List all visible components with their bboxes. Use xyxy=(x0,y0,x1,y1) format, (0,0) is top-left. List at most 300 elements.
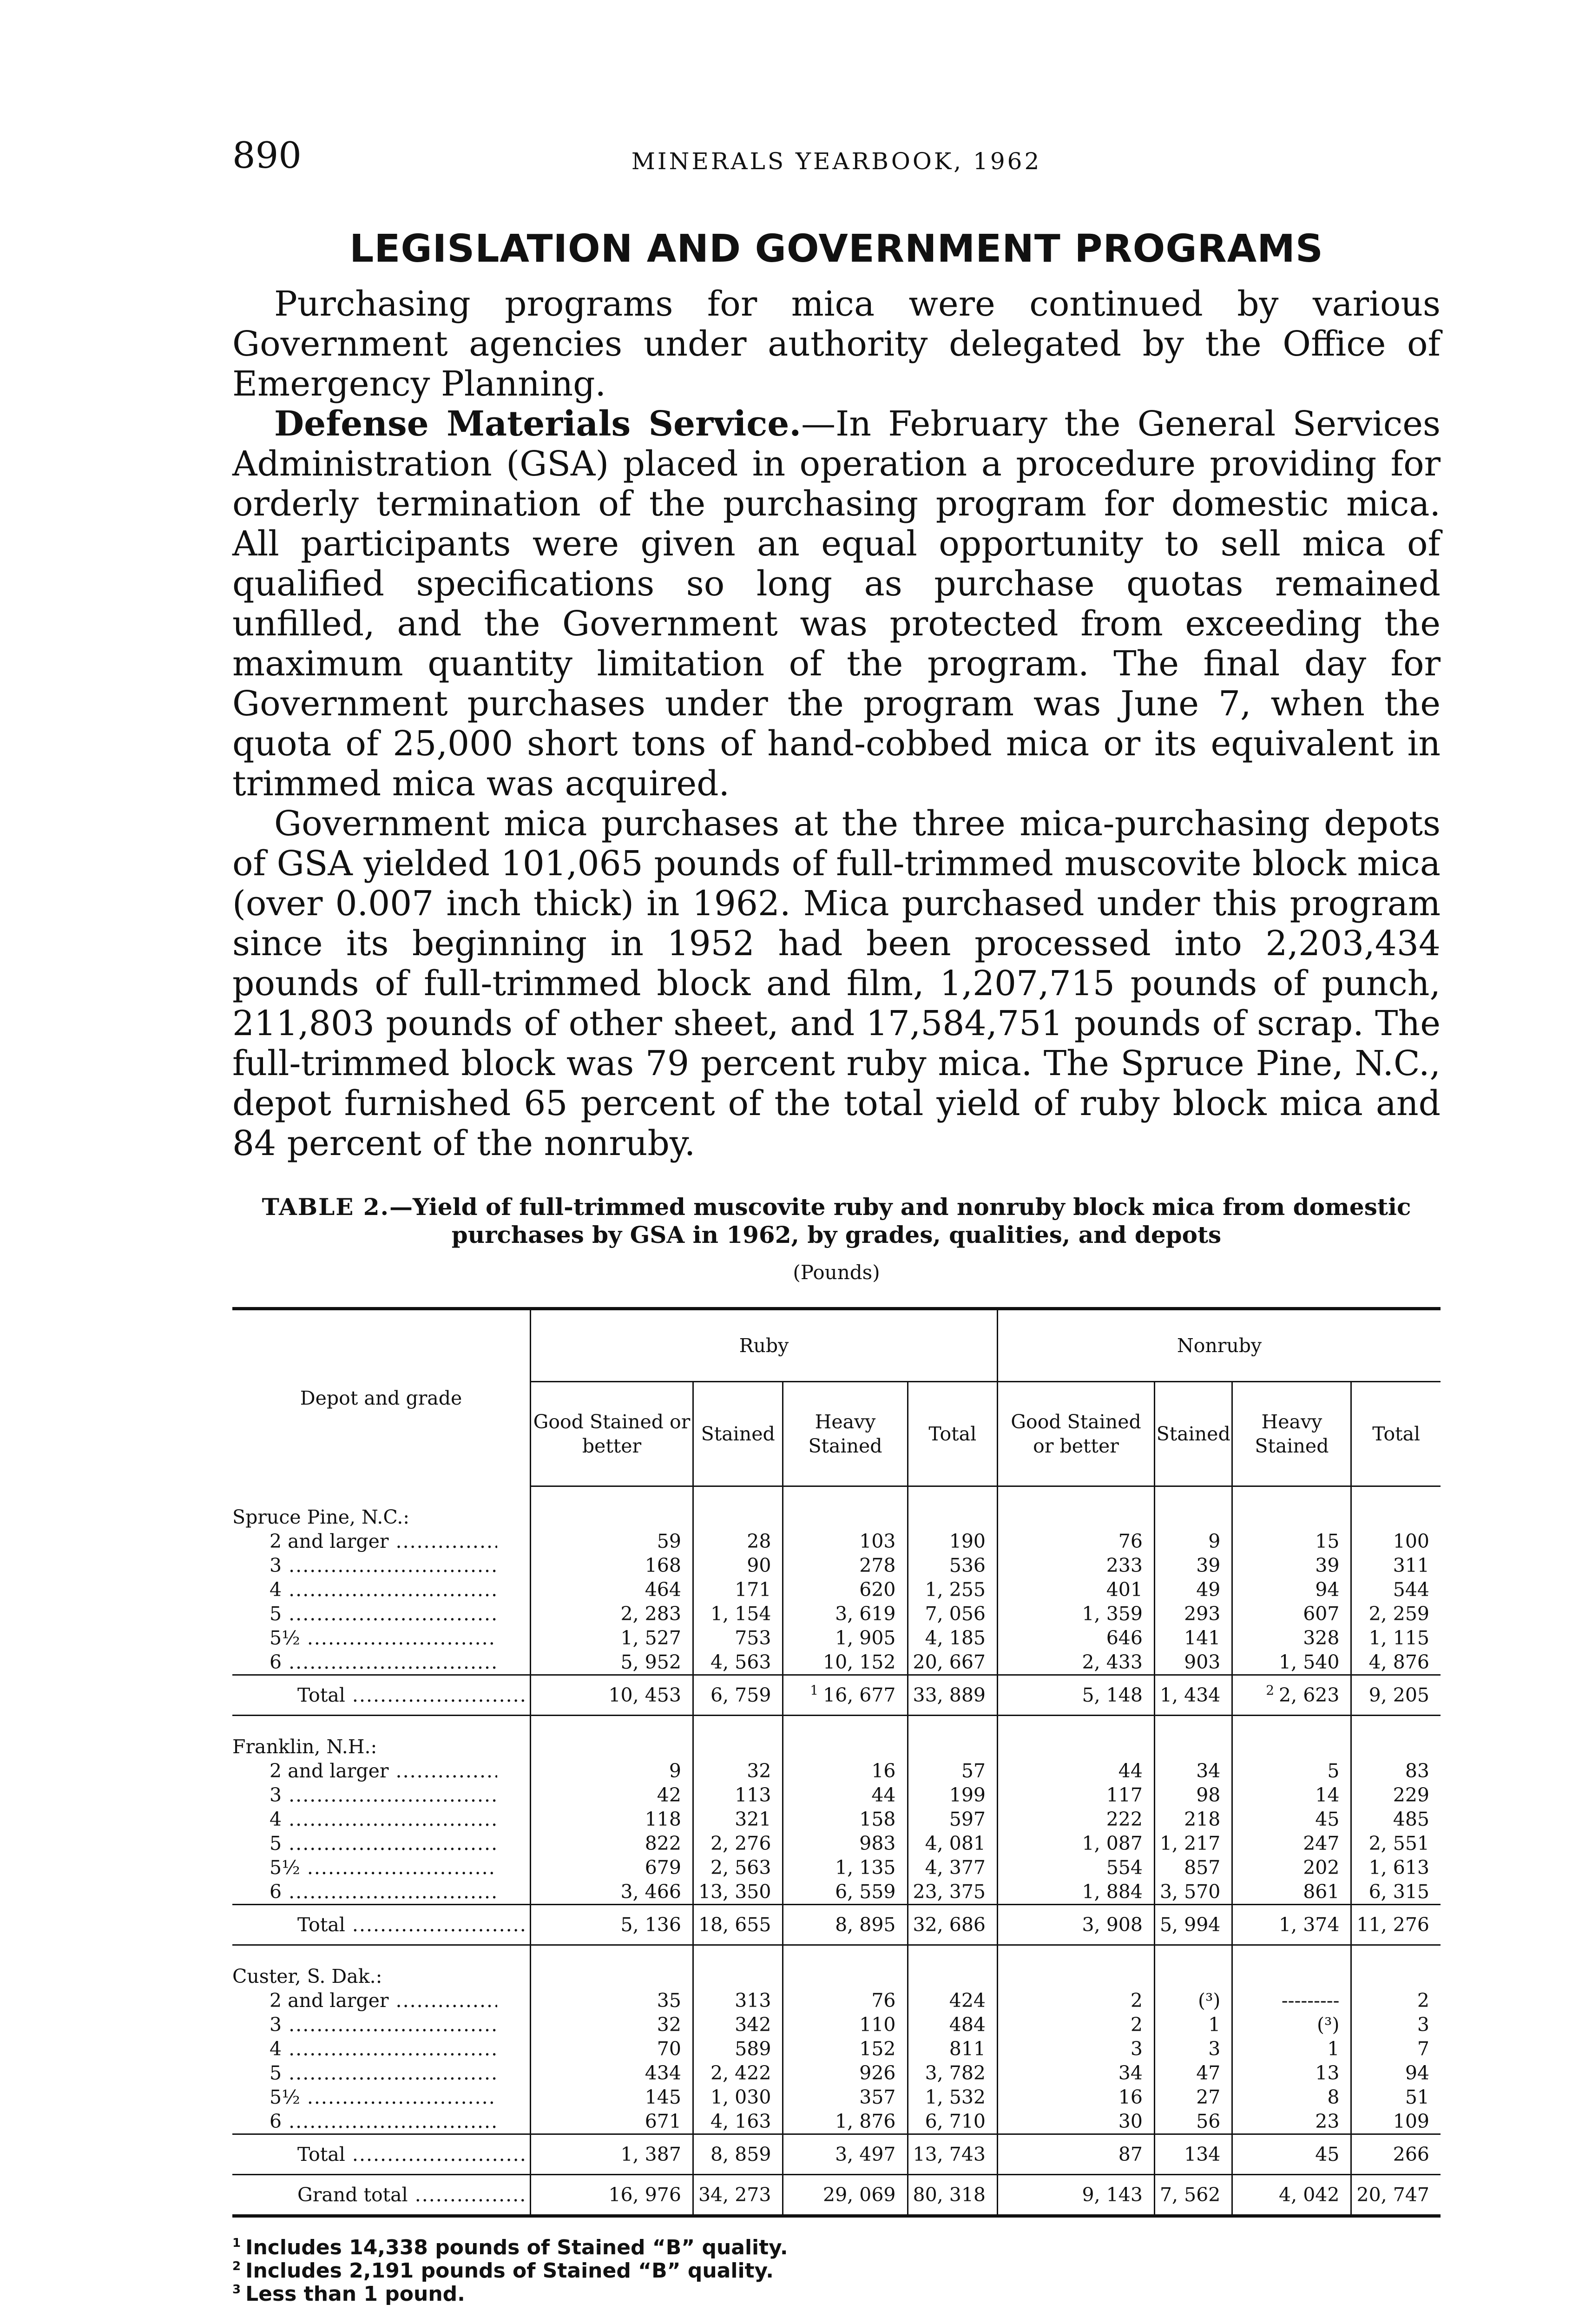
total-value: 1, 387 xyxy=(620,2143,681,2166)
value-cell: 9 xyxy=(531,1759,693,1783)
grade-label xyxy=(232,2061,531,2085)
col-header-ruby-total: Total xyxy=(908,1382,998,1486)
footnote-mark: 3 xyxy=(232,2282,241,2297)
value-cell: 1, 087 xyxy=(998,1831,1155,1855)
value-cell: 1, 876 xyxy=(783,2109,908,2134)
page-number: 890 xyxy=(232,135,302,177)
value-cell: 158 xyxy=(783,1807,908,1831)
value-cell: 218 xyxy=(1154,1807,1232,1831)
grade-text: 6 ..... xyxy=(270,2109,497,2133)
value-cell: 44 xyxy=(998,1759,1155,1783)
value-cell: (³) xyxy=(1154,1988,1232,2013)
value-cell: 589 xyxy=(693,2037,783,2061)
value-cell: 4, 163 xyxy=(693,2109,783,2134)
depot-name: Custer, S. Dak.: xyxy=(232,1945,531,1988)
value-cell: 679 xyxy=(531,1855,693,1880)
value-cell: 926 xyxy=(783,2061,908,2085)
grade-text: 5½ ..... xyxy=(270,1626,497,1650)
total-cell xyxy=(908,1675,998,1715)
footnote-text: Includes 14,338 pounds of Stained “B” quality. xyxy=(245,2235,788,2259)
total-cell xyxy=(783,2134,908,2174)
table-row xyxy=(232,1988,1441,2013)
table-row xyxy=(232,1807,1441,1831)
table-row xyxy=(232,1831,1441,1855)
total-cell xyxy=(998,1904,1155,1945)
grade-label xyxy=(232,2109,531,2134)
value-cell: 6, 559 xyxy=(783,1880,908,1905)
value-cell: 44 xyxy=(783,1783,908,1807)
grade-label xyxy=(232,1529,531,1553)
value-cell: 34 xyxy=(998,2061,1155,2085)
grade-label xyxy=(232,1602,531,1626)
total-cell xyxy=(1232,1675,1351,1715)
value-cell: 70 xyxy=(531,2037,693,2061)
value-cell: 2, 563 xyxy=(693,1855,783,1880)
value-cell: 2, 422 xyxy=(693,2061,783,2085)
value-cell: 145 xyxy=(531,2085,693,2109)
stub-header: Depot and grade xyxy=(232,1309,531,1486)
total-label xyxy=(232,1904,531,1945)
value-cell: 1, 255 xyxy=(908,1578,998,1602)
value-cell: 1, 030 xyxy=(693,2085,783,2109)
value-cell: 10, 152 xyxy=(783,1650,908,1675)
table-row xyxy=(232,1759,1441,1783)
mica-yield-table xyxy=(232,1307,1441,2218)
total-value: 87 xyxy=(1118,2143,1143,2166)
grade-label xyxy=(232,1553,531,1578)
total-label xyxy=(232,1675,531,1715)
grade-text: 4 ..... xyxy=(270,1807,497,1831)
total-value: 11, 276 xyxy=(1356,1913,1429,1936)
value-cell: 554 xyxy=(998,1855,1155,1880)
value-cell: 861 xyxy=(1232,1880,1351,1905)
value-cell: 2 xyxy=(998,1988,1155,2013)
value-cell: 30 xyxy=(998,2109,1155,2134)
grand-total-cell: 9, 143 xyxy=(998,2174,1155,2216)
value-cell: 233 xyxy=(998,1553,1155,1578)
value-cell: 118 xyxy=(531,1807,693,1831)
value-cell: 2, 283 xyxy=(531,1602,693,1626)
total-cell xyxy=(693,2134,783,2174)
value-cell: 278 xyxy=(783,1553,908,1578)
empty-cell xyxy=(908,1486,998,1529)
grade-text: 4 ..... xyxy=(270,1578,497,1602)
group-header-nonruby: Nonruby xyxy=(998,1309,1441,1382)
value-cell: 3, 466 xyxy=(531,1880,693,1905)
grand-total-cell: 29, 069 xyxy=(783,2174,908,2216)
grade-label xyxy=(232,1855,531,1880)
paragraph-2 xyxy=(232,404,1441,804)
value-cell: 2, 259 xyxy=(1368,1602,1429,1625)
total-cell xyxy=(783,1675,908,1715)
footnote-text: Less than 1 pound. xyxy=(245,2282,465,2306)
grade-label xyxy=(232,1783,531,1807)
col-header-nonruby-total: Total xyxy=(1351,1382,1441,1486)
grade-text: 2 and larger ..... xyxy=(270,1759,497,1783)
value-cell: 8 xyxy=(1232,2085,1351,2109)
total-value: 3, 497 xyxy=(835,2143,896,2166)
body-text xyxy=(232,284,1441,1163)
total-cell xyxy=(783,1904,908,1945)
value-cell: 171 xyxy=(693,1578,783,1602)
value-cell: 13 xyxy=(1232,2061,1351,2085)
empty-cell xyxy=(1351,1945,1441,1988)
footnote-text: Includes 2,191 pounds of Stained “B” quality. xyxy=(245,2258,774,2283)
col-header-ruby-good: Good Stained or better xyxy=(531,1382,693,1486)
footnote-ref: 1 xyxy=(810,1682,819,1698)
value-cell: 536 xyxy=(908,1553,998,1578)
empty-cell xyxy=(783,1945,908,1988)
running-head xyxy=(232,135,1441,186)
value-cell: 342 xyxy=(693,2013,783,2037)
total-value: 1, 374 xyxy=(1279,1913,1340,1936)
table-label: TABLE 2. xyxy=(262,1193,389,1221)
value-cell: 434 xyxy=(531,2061,693,2085)
col-header-ruby-heavy: Heavy Stained xyxy=(783,1382,908,1486)
grand-total-row xyxy=(232,2174,1441,2216)
grade-label xyxy=(232,2013,531,2037)
empty-cell xyxy=(998,1715,1155,1759)
empty-cell xyxy=(783,1715,908,1759)
value-cell: 903 xyxy=(1154,1650,1232,1675)
total-value: 2, 623 xyxy=(1279,1684,1340,1706)
empty-cell xyxy=(1351,1715,1441,1759)
grade-text: 5 ..... xyxy=(270,2061,497,2085)
grade-text: 6 ..... xyxy=(270,1880,497,1904)
value-cell: 2, 551 xyxy=(1368,1832,1429,1855)
value-cell: 229 xyxy=(1393,1783,1429,1806)
grade-label xyxy=(232,1880,531,1905)
value-cell: 110 xyxy=(783,2013,908,2037)
value-cell: 15 xyxy=(1232,1529,1351,1553)
value-cell: 16 xyxy=(998,2085,1155,2109)
value-cell: 544 xyxy=(1393,1578,1429,1601)
value-cell: 16 xyxy=(783,1759,908,1783)
total-text: Total ..... xyxy=(297,1683,525,1707)
footnotes xyxy=(232,2236,1441,2306)
empty-cell xyxy=(908,1945,998,1988)
value-cell: 1, 905 xyxy=(783,1626,908,1650)
value-cell: 1, 540 xyxy=(1232,1650,1351,1675)
value-cell: 983 xyxy=(783,1831,908,1855)
value-cell: 47 xyxy=(1154,2061,1232,2085)
empty-cell xyxy=(693,1715,783,1759)
value-cell: 1, 115 xyxy=(1368,1626,1429,1649)
footnote-mark: 2 xyxy=(232,2259,241,2273)
total-value: 45 xyxy=(1315,2143,1340,2166)
grade-label xyxy=(232,1759,531,1783)
grade-text: 5 ..... xyxy=(270,1602,497,1626)
grade-label xyxy=(232,1650,531,1675)
value-cell: 321 xyxy=(693,1807,783,1831)
value-cell: 51 xyxy=(1405,2086,1429,2108)
total-value: 1, 434 xyxy=(1159,1684,1221,1706)
footnote xyxy=(232,2283,1441,2306)
total-value: 16, 677 xyxy=(823,1684,896,1706)
empty-cell xyxy=(531,1715,693,1759)
total-cell xyxy=(1351,1675,1441,1715)
paragraph-2-text: —In February the General Services Administration (GSA) placed in operation a procedure providing for orderly termination of the purchasing program for domestic mica. All participants were given an equal opportunity to sell mica of qualified specifications so long as purchase quotas remained unfilled, and the Government was protected from exceeding the maximum quantity limitation of the program. The final day for Government purchases under the program was June 7, when the quota of 25,000 short tons of hand-cobbed mica or its equivalent in trimmed mica was acquired. xyxy=(232,404,1441,804)
table-row xyxy=(232,1626,1441,1650)
grade-text: 5 ..... xyxy=(270,1831,497,1855)
table-row xyxy=(232,2061,1441,2085)
value-cell: 313 xyxy=(693,1988,783,2013)
value-cell: 103 xyxy=(783,1529,908,1553)
footnote-ref: 2 xyxy=(1266,1682,1275,1698)
depot-row xyxy=(232,1486,1441,1529)
value-cell: 4, 563 xyxy=(693,1650,783,1675)
value-cell: 9 xyxy=(1154,1529,1232,1553)
total-cell xyxy=(908,1904,998,1945)
col-header-ruby-stained: Stained xyxy=(693,1382,783,1486)
grade-text: 2 and larger ..... xyxy=(270,1988,497,2013)
total-value: 134 xyxy=(1184,2143,1221,2166)
total-value: 8, 859 xyxy=(710,2143,771,2166)
value-cell: 57 xyxy=(908,1759,998,1783)
value-cell: 464 xyxy=(531,1578,693,1602)
value-cell: 28 xyxy=(693,1529,783,1553)
value-cell: 117 xyxy=(998,1783,1155,1807)
value-cell: 76 xyxy=(998,1529,1155,1553)
value-cell: 20, 667 xyxy=(908,1650,998,1675)
value-cell: 2 xyxy=(998,2013,1155,2037)
table-row xyxy=(232,2109,1441,2134)
value-cell: 4, 185 xyxy=(908,1626,998,1650)
value-cell: 4, 377 xyxy=(908,1855,998,1880)
value-cell: 39 xyxy=(1232,1553,1351,1578)
value-cell: 247 xyxy=(1232,1831,1351,1855)
paragraph-3: Government mica purchases at the three mica-purchasing depots of GSA yielded 101,065 pounds of full-trimmed muscovite block mica (over 0.007 inch thick) in 1962. Mica purchased under this program since its beginning in 1952 had been processed into 2,203,434 pounds of full-trimmed block and film, 1,207,715 pounds of punch, 211,803 pounds of other sheet, and 17,584,751 pounds of scrap. The full-trimmed block was 79 percent ruby mica. The Spruce Pine, N.C., depot furnished 65 percent of the total yield of ruby block mica and 84 percent of the nonruby. xyxy=(232,804,1441,1163)
grand-total-cell: 20, 747 xyxy=(1351,2174,1441,2216)
grade-label xyxy=(232,1626,531,1650)
grade-text: 2 and larger ..... xyxy=(270,1529,497,1553)
total-value: 5, 994 xyxy=(1159,1913,1221,1936)
value-cell: 3, 782 xyxy=(908,2061,998,2085)
total-cell xyxy=(1351,2134,1441,2174)
value-cell: 13, 350 xyxy=(693,1880,783,1905)
total-text: Total ..... xyxy=(297,1913,525,1937)
empty-cell xyxy=(1232,1486,1351,1529)
value-cell: 7, 056 xyxy=(908,1602,998,1626)
value-cell: 6, 710 xyxy=(908,2109,998,2134)
footnote-mark: 1 xyxy=(232,2236,241,2250)
paragraph-1: Purchasing programs for mica were continued by various Government agencies under authority delegated by the Office of Emergency Planning. xyxy=(232,284,1441,404)
value-cell: 822 xyxy=(531,1831,693,1855)
grade-label xyxy=(232,1578,531,1602)
empty-cell xyxy=(531,1486,693,1529)
table-units: (Pounds) xyxy=(793,1261,880,1284)
value-cell: 34 xyxy=(1154,1759,1232,1783)
total-cell xyxy=(1154,1675,1232,1715)
value-cell: 39 xyxy=(1154,1553,1232,1578)
grade-label xyxy=(232,1988,531,2013)
value-cell: 1 xyxy=(1154,2013,1232,2037)
table-row xyxy=(232,1553,1441,1578)
value-cell: 2, 433 xyxy=(998,1650,1155,1675)
value-cell: 1, 884 xyxy=(998,1880,1155,1905)
grade-label xyxy=(232,1807,531,1831)
depot-row xyxy=(232,1715,1441,1759)
value-cell: 59 xyxy=(531,1529,693,1553)
footnote xyxy=(232,2259,1441,2283)
grand-total-label xyxy=(232,2174,531,2216)
total-cell xyxy=(1154,1904,1232,1945)
total-cell xyxy=(908,2134,998,2174)
value-cell: 109 xyxy=(1393,2110,1429,2133)
total-cell xyxy=(998,2134,1155,2174)
total-value: 18, 655 xyxy=(698,1913,771,1936)
value-cell: 190 xyxy=(908,1529,998,1553)
grade-label xyxy=(232,2085,531,2109)
total-cell xyxy=(531,1675,693,1715)
empty-cell xyxy=(1351,1486,1441,1529)
empty-cell xyxy=(998,1945,1155,1988)
value-cell: 1 xyxy=(1232,2037,1351,2061)
empty-cell xyxy=(908,1715,998,1759)
col-header-nonruby-good: Good Stained or better xyxy=(998,1382,1155,1486)
total-cell xyxy=(693,1904,783,1945)
value-cell: 293 xyxy=(1154,1602,1232,1626)
value-cell: 1, 359 xyxy=(998,1602,1155,1626)
total-cell xyxy=(531,1904,693,1945)
total-cell xyxy=(531,2134,693,2174)
value-cell: 45 xyxy=(1232,1807,1351,1831)
value-cell: 311 xyxy=(1393,1554,1429,1577)
depot-name: Spruce Pine, N.C.: xyxy=(232,1486,531,1529)
grade-text: 6 ..... xyxy=(270,1650,497,1674)
value-cell: 98 xyxy=(1154,1783,1232,1807)
grade-text: 4 ..... xyxy=(270,2037,497,2061)
table-body xyxy=(232,1486,1441,2216)
footnote xyxy=(232,2236,1441,2259)
value-cell: 49 xyxy=(1154,1578,1232,1602)
value-cell: 3 xyxy=(998,2037,1155,2061)
empty-cell xyxy=(1154,1486,1232,1529)
value-cell: 3, 619 xyxy=(783,1602,908,1626)
grade-label xyxy=(232,1831,531,1855)
section-heading: LEGISLATION AND GOVERNMENT PROGRAMS xyxy=(349,227,1323,271)
table-row xyxy=(232,1529,1441,1553)
grade-text: 3 ..... xyxy=(270,1553,497,1578)
value-cell: 32 xyxy=(693,1759,783,1783)
value-cell: 2 xyxy=(1417,1989,1429,2012)
total-value: 6, 759 xyxy=(710,1684,771,1706)
value-cell: 401 xyxy=(998,1578,1155,1602)
value-cell: 222 xyxy=(998,1807,1155,1831)
total-value: 5, 148 xyxy=(1082,1684,1143,1706)
value-cell: 141 xyxy=(1154,1626,1232,1650)
col-header-nonruby-stained: Stained xyxy=(1154,1382,1232,1486)
value-cell: 56 xyxy=(1154,2109,1232,2134)
empty-cell xyxy=(693,1486,783,1529)
value-cell: 42 xyxy=(531,1783,693,1807)
value-cell: 857 xyxy=(1154,1855,1232,1880)
value-cell: 202 xyxy=(1232,1855,1351,1880)
value-cell: 357 xyxy=(783,2085,908,2109)
grand-total-text: Grand total ..... xyxy=(297,2183,525,2207)
value-cell: 1, 527 xyxy=(531,1626,693,1650)
empty-cell xyxy=(1154,1715,1232,1759)
table-row xyxy=(232,1880,1441,1905)
value-cell: 5, 952 xyxy=(531,1650,693,1675)
value-cell: 35 xyxy=(531,1988,693,2013)
empty-cell xyxy=(1154,1945,1232,1988)
value-cell: 2, 276 xyxy=(693,1831,783,1855)
table-row xyxy=(232,1578,1441,1602)
total-cell xyxy=(1232,2134,1351,2174)
running-title: MINERALS YEARBOOK, 1962 xyxy=(631,148,1042,175)
table-row xyxy=(232,2085,1441,2109)
value-cell: 14 xyxy=(1232,1783,1351,1807)
value-cell: 7 xyxy=(1417,2037,1429,2060)
run-in-heading: Defense Materials Service. xyxy=(274,404,802,444)
group-header-ruby: Ruby xyxy=(531,1309,998,1382)
value-cell: 76 xyxy=(783,1988,908,2013)
value-cell: 94 xyxy=(1405,2061,1429,2084)
total-value: 5, 136 xyxy=(620,1913,681,1936)
value-cell: 32 xyxy=(531,2013,693,2037)
table-row xyxy=(232,1783,1441,1807)
value-cell: 485 xyxy=(1393,1808,1429,1830)
value-cell: 113 xyxy=(693,1783,783,1807)
value-cell: 1, 154 xyxy=(693,1602,783,1626)
empty-cell xyxy=(531,1945,693,1988)
total-value: 13, 743 xyxy=(913,2143,986,2166)
value-cell: --------- xyxy=(1232,1988,1351,2013)
total-cell xyxy=(998,1675,1155,1715)
value-cell: 607 xyxy=(1232,1602,1351,1626)
empty-cell xyxy=(693,1945,783,1988)
total-value: 3, 908 xyxy=(1082,1913,1143,1936)
total-cell xyxy=(1232,1904,1351,1945)
grand-total-cell: 16, 976 xyxy=(531,2174,693,2216)
value-cell: 484 xyxy=(908,2013,998,2037)
value-cell: 1, 613 xyxy=(1368,1856,1429,1879)
value-cell: 646 xyxy=(998,1626,1155,1650)
value-cell: 1, 532 xyxy=(908,2085,998,2109)
table-row xyxy=(232,1602,1441,1626)
total-row xyxy=(232,2134,1441,2174)
value-cell: 597 xyxy=(908,1807,998,1831)
value-cell: 3 xyxy=(1154,2037,1232,2061)
total-value: 9, 205 xyxy=(1368,1684,1429,1706)
depot-row xyxy=(232,1945,1441,1988)
total-value: 266 xyxy=(1393,2143,1429,2166)
total-row xyxy=(232,1904,1441,1945)
value-cell: 23 xyxy=(1232,2109,1351,2134)
value-cell: 83 xyxy=(1405,1759,1429,1782)
grand-total-cell: 80, 318 xyxy=(908,2174,998,2216)
total-text: Total ..... xyxy=(297,2142,525,2166)
empty-cell xyxy=(1232,1715,1351,1759)
value-cell: 1, 217 xyxy=(1154,1831,1232,1855)
value-cell: 620 xyxy=(783,1578,908,1602)
grade-text: 3 ..... xyxy=(270,2013,497,2037)
table-row xyxy=(232,2037,1441,2061)
table-row xyxy=(232,2013,1441,2037)
value-cell: 4, 876 xyxy=(1368,1651,1429,1673)
value-cell: 811 xyxy=(908,2037,998,2061)
value-cell: 199 xyxy=(908,1783,998,1807)
grade-label xyxy=(232,2037,531,2061)
table-caption xyxy=(232,1193,1441,1249)
total-label xyxy=(232,2134,531,2174)
total-cell xyxy=(1154,2134,1232,2174)
value-cell: 3 xyxy=(1417,2013,1429,2036)
table-caption-text: —Yield of full-trimmed muscovite ruby and nonruby block mica from domestic purchases by GSA in 1962, by grades, qualities, and depots xyxy=(389,1193,1411,1248)
value-cell: 5 xyxy=(1232,1759,1351,1783)
value-cell: 152 xyxy=(783,2037,908,2061)
